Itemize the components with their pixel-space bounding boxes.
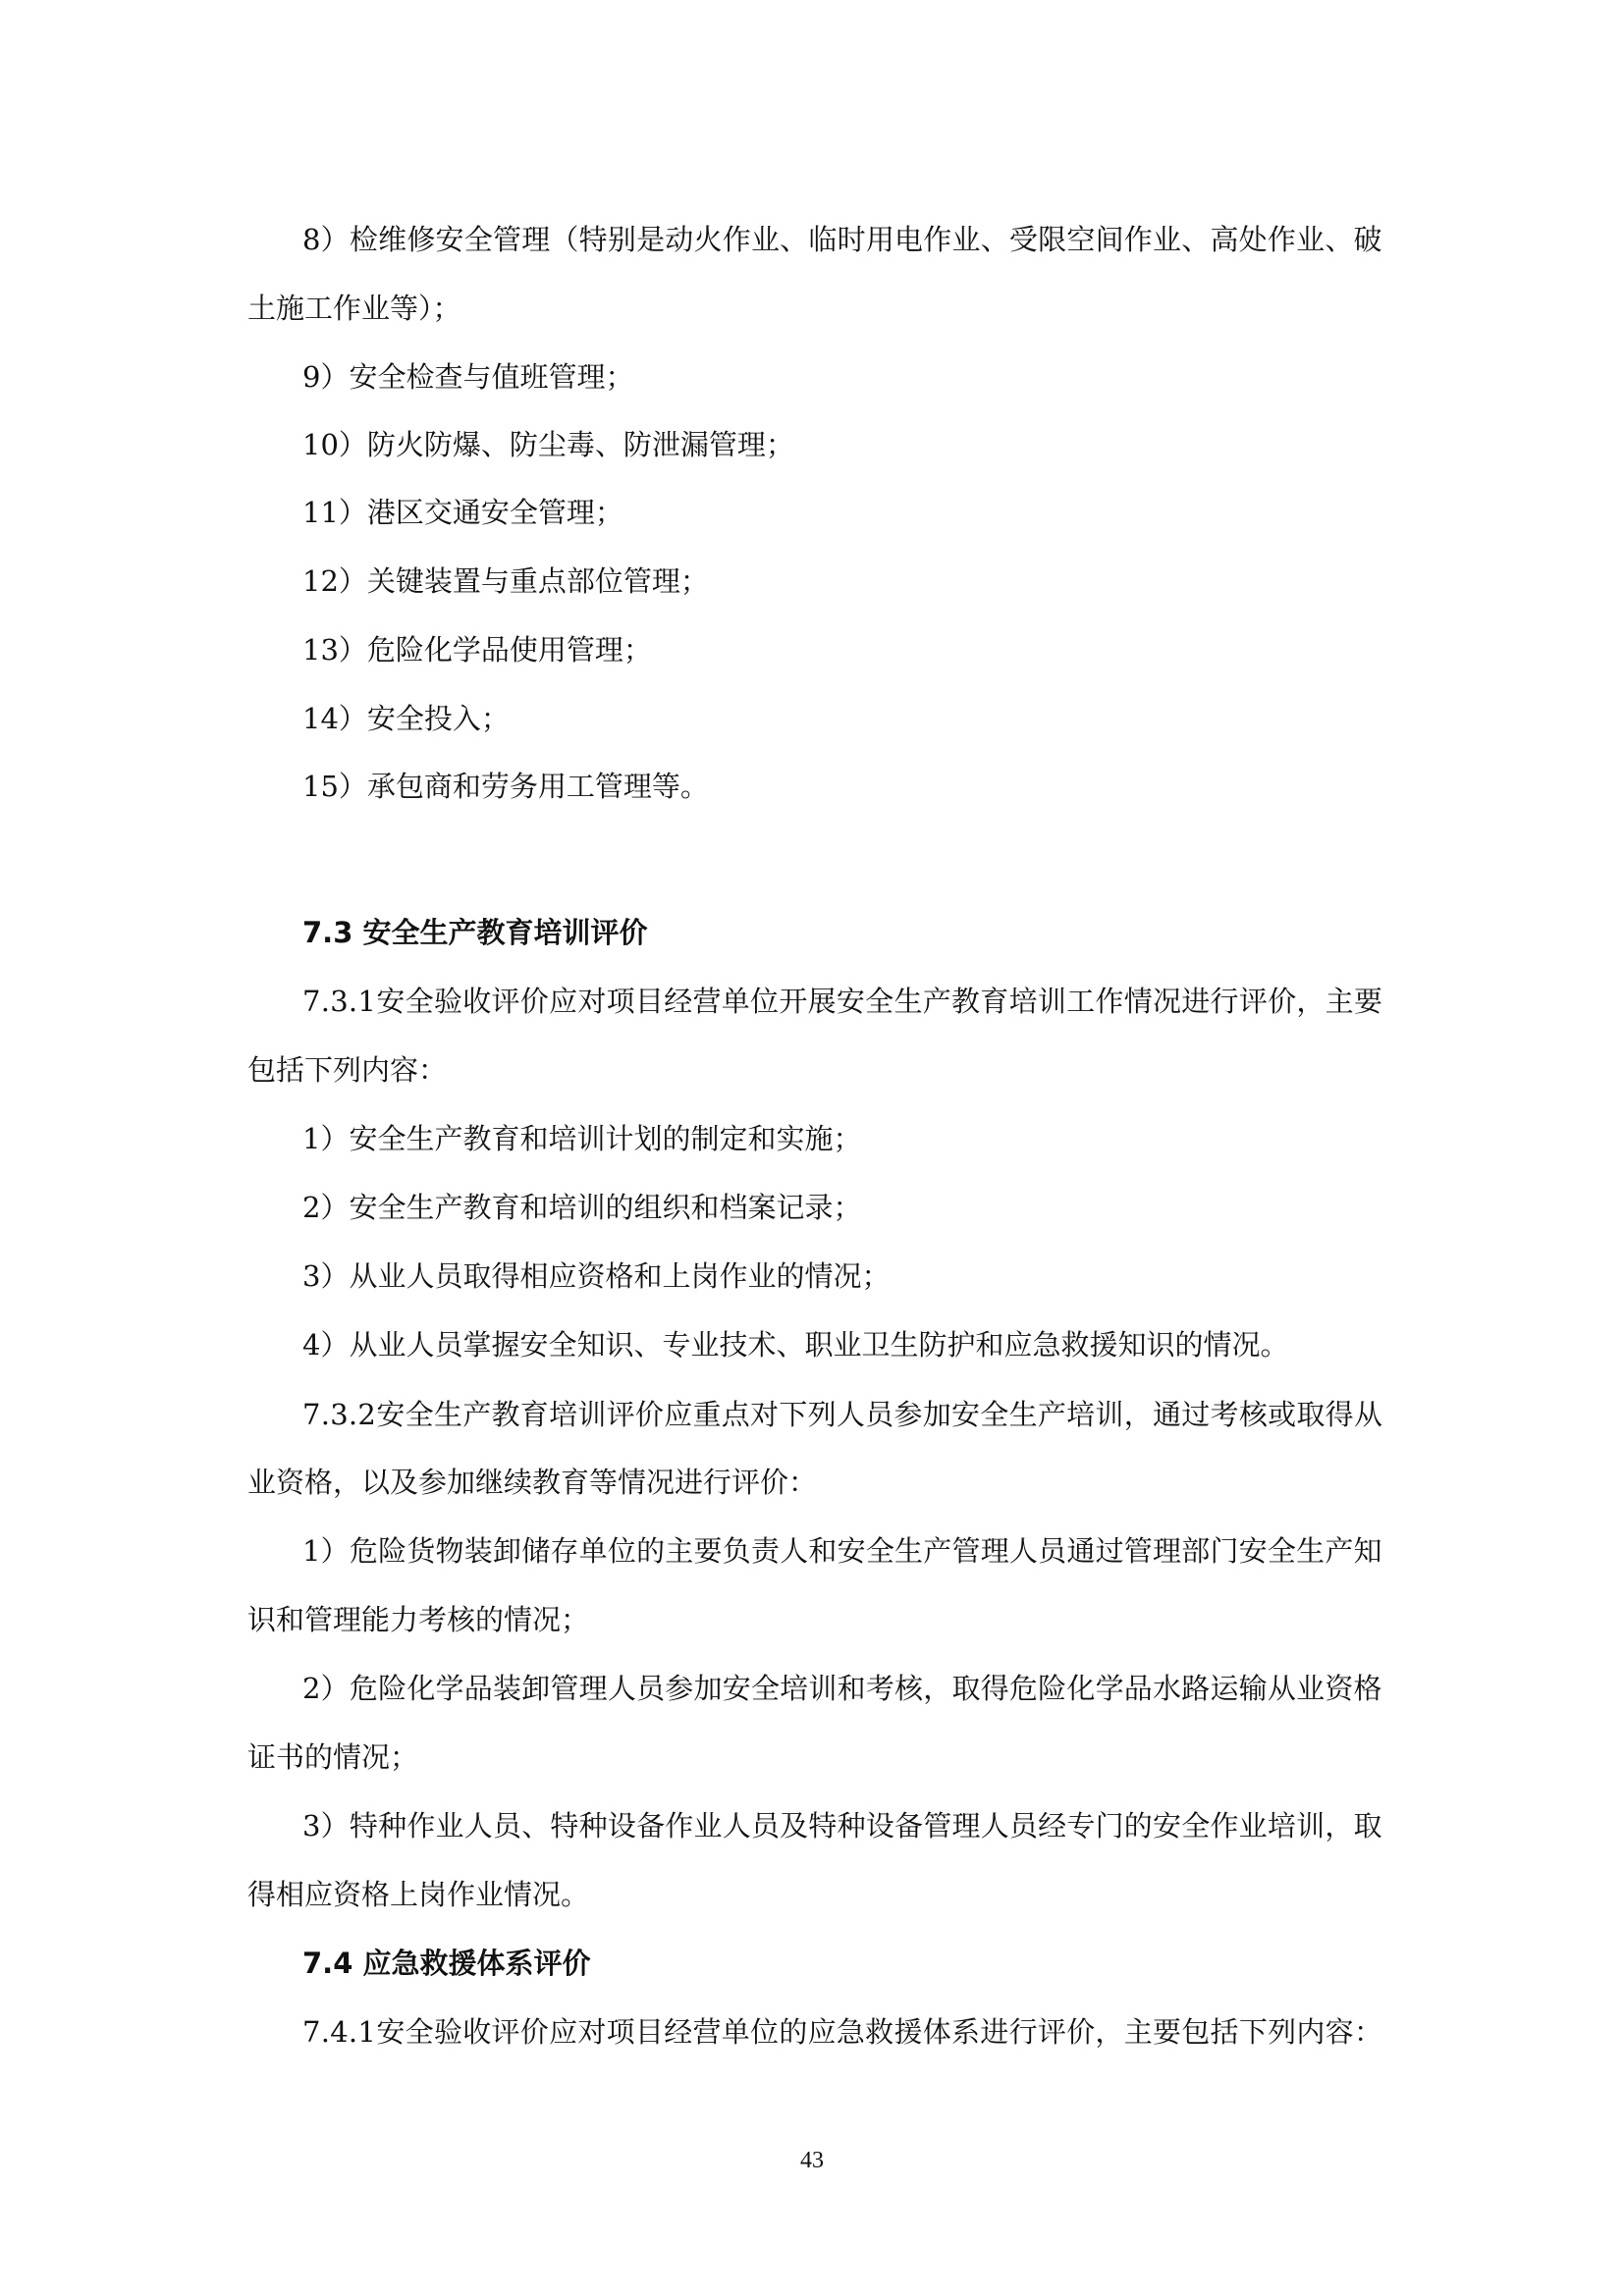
body-text-line: 8 ） 检 维 修 安 全 管 理 （ 特 别 是 动 火 作 业 、 临 时 用 电 作 业 、 受 限 空 间 作 业 、 高 处 作 业 、 破 (302, 223, 1382, 256)
list-item: 15）承包商和劳务用工管理等。 (302, 770, 709, 803)
paragraph-7-3-2: 7 . 3 . 2 安 全 生 产 教 育 培 训 评 价 应 重 点 对 下 列 人 员 参 加 安 全 生 产 培 训 ， 通 过 考 核 或 取 得 从 (302, 1398, 1382, 1431)
list-item: 1 ） 危 险 货 物 装 卸 储 存 单 位 的 主 要 负 责 人 和 安 全 生 产 管 理 人 员 通 过 管 理 部 门 安 全 生 产 知 (302, 1534, 1382, 1568)
paragraph-7-3-1: 7 . 3 . 1 安 全 验 收 评 价 应 对 项 目 经 营 单 位 开 展 安 全 生 产 教 育 培 训 工 作 情 况 进 行 评 价 ， 主 要 (302, 985, 1382, 1018)
section-heading-7-4: 7.4 应急救援体系评价 (302, 1947, 591, 1980)
paragraph-7-3-1-cont: 包括下列内容： (247, 1053, 448, 1087)
body-text-line: 土施工作业等）； (247, 292, 461, 325)
list-item: 10）防火防爆、防尘毒、防泄漏管理； (302, 428, 794, 461)
list-item: 11）港区交通安全管理； (302, 496, 623, 529)
list-item: 3）从业人员取得相应资格和上岗作业的情况； (302, 1259, 891, 1293)
list-item: 14）安全投入； (302, 702, 510, 735)
list-item: 2 ） 危 险 化 学 品 装 卸 管 理 人 员 参 加 安 全 培 训 和 考 核 ， 取 得 危 险 化 学 品 水 路 运 输 从 业 资 格 (302, 1672, 1382, 1705)
list-item: 4）从业人员掌握安全知识、专业技术、职业卫生防护和应急救援知识的情况。 (302, 1328, 1289, 1362)
list-item-cont: 证书的情况； (247, 1740, 419, 1774)
list-item: 9）安全检查与值班管理； (302, 360, 634, 394)
page-number: 43 (800, 2148, 824, 2173)
list-item: 12）关键装置与重点部位管理； (302, 564, 709, 598)
list-item: 13）危险化学品使用管理； (302, 633, 652, 667)
list-item: 3 ） 特 种 作 业 人 员 、 特 种 设 备 作 业 人 员 及 特 种 设 备 管 理 人 员 经 专 门 的 安 全 作 业 培 训 ， 取 (302, 1809, 1382, 1842)
list-item-cont: 得相应资格上岗作业情况。 (247, 1878, 590, 1911)
list-item: 1）安全生产教育和培训计划的制定和实施； (302, 1122, 862, 1155)
list-item-cont: 识和管理能力考核的情况； (247, 1603, 590, 1636)
list-item: 2）安全生产教育和培训的组织和档案记录； (302, 1191, 862, 1224)
section-heading-7-3: 7.3 安全生产教育培训评价 (302, 916, 648, 949)
paragraph-7-3-2-cont: 业资格，以及参加继续教育等情况进行评价： (247, 1466, 818, 1499)
paragraph-7-4-1: 7 . 4 . 1 安 全 验 收 评 价 应 对 项 目 经 营 单 位 的 应 急 救 援 体 系 进 行 评 价 ， 主 要 包 括 下 列 内 容 ： (302, 2015, 1382, 2049)
